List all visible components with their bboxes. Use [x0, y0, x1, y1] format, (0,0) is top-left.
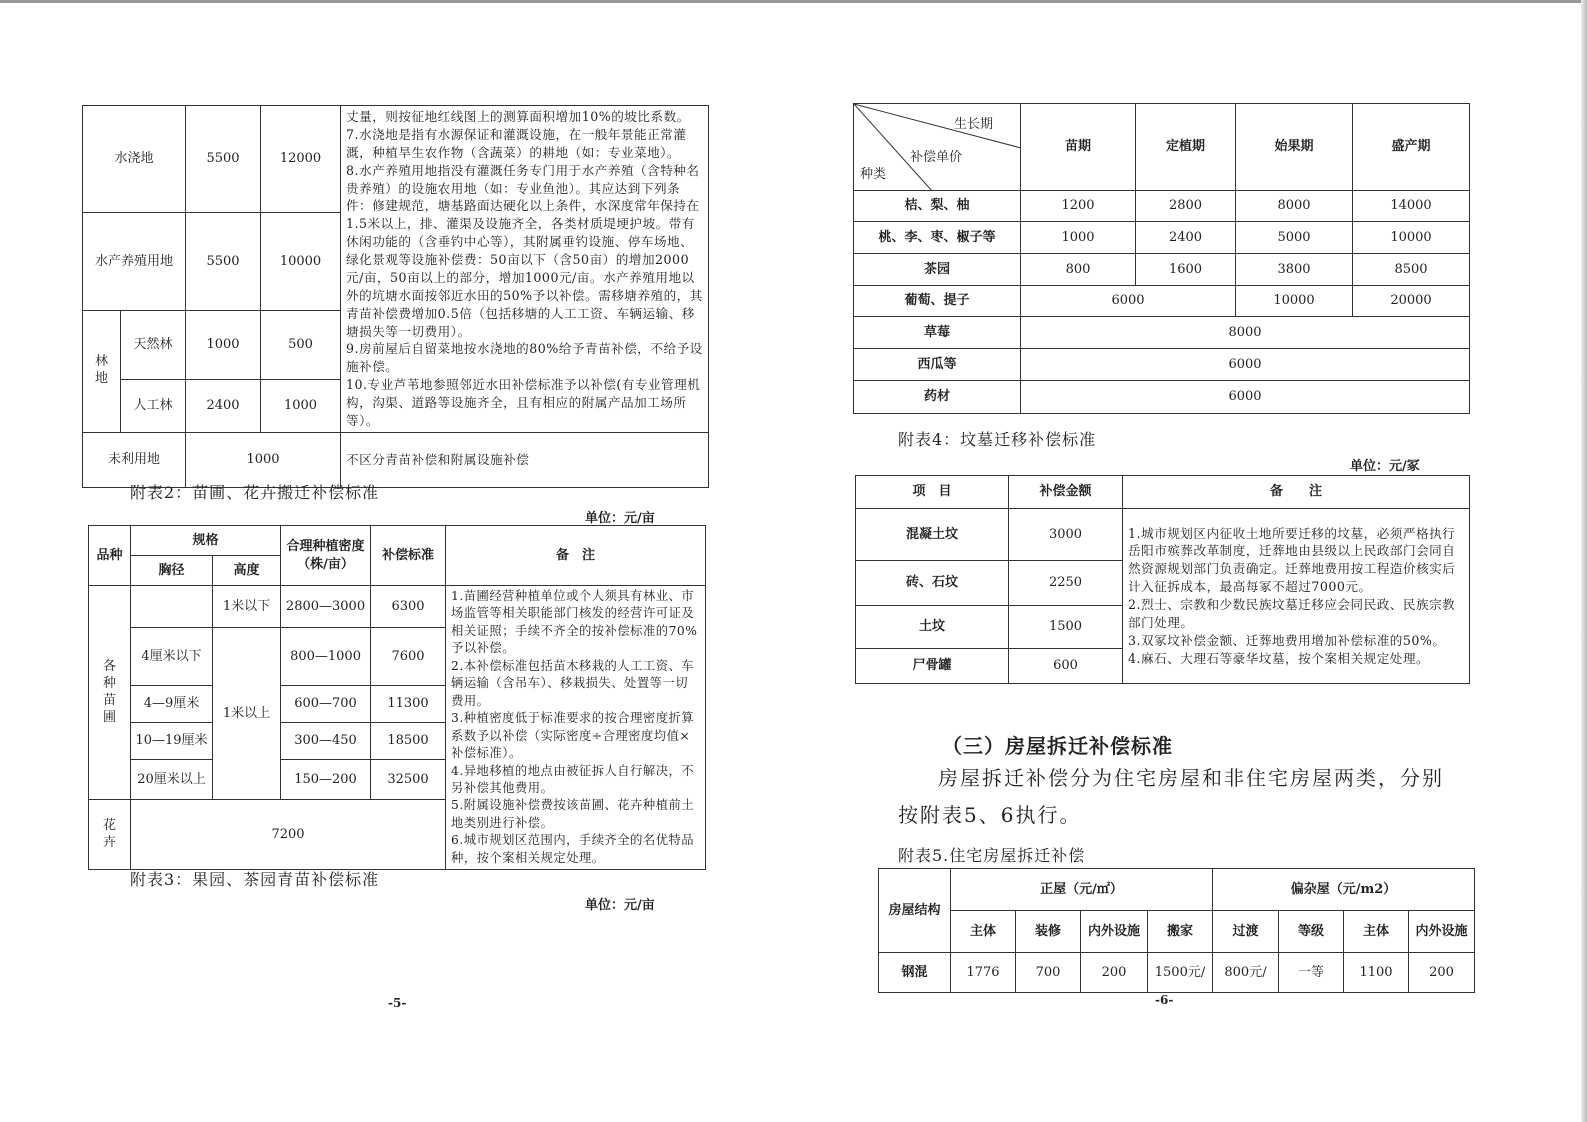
header: 胸径 [131, 556, 213, 586]
header: 过渡 [1213, 911, 1279, 953]
cell: 12000 [261, 106, 341, 213]
cell: 10000 [1236, 286, 1353, 317]
section-heading: （三）房屋拆迁补偿标准 [942, 734, 1173, 758]
cell: 1000 [186, 311, 261, 380]
group-label: 各种苗圃 [103, 658, 117, 725]
cell: 600—700 [281, 686, 371, 723]
cell: 1600 [1136, 254, 1236, 286]
notes: 1.城市规划区内征收土地所要迁移的坟墓，必须严格执行岳阳市殡葬改革制度，迁葬地由县级以上民政部门会同自然资源规划部门负责确定。迁葬地费用按工程造价核实后计入征拆成本，最高每冢不超过7000元。 2.烈士、宗教和少数民族坟墓迁移应会同民政、民族宗教部门处理。 3.双冢坟补偿金额、迁葬地费用增加补偿标准的50%。 4.麻石、大理石等豪华坟墓，按个案相关规定处理。 [1123, 509, 1470, 684]
unit-label: 单位：元/亩 [585, 898, 655, 913]
cell: 5500 [186, 106, 261, 213]
header: 规格 [131, 526, 281, 556]
cell: 20厘米以上 [131, 760, 213, 800]
cell: 3000 [1009, 509, 1123, 561]
row-label: 桔、梨、柚 [854, 191, 1021, 222]
cell: 5500 [186, 213, 261, 311]
cell: 200 [1081, 953, 1148, 993]
cell: 1500元/ [1148, 953, 1213, 993]
cell: 2800 [1136, 191, 1236, 222]
header: 补偿标准 [371, 526, 446, 586]
cell [131, 586, 213, 628]
cell: 150—200 [281, 760, 371, 800]
header: 苗期 [1021, 104, 1136, 191]
row-label: 茶园 [854, 254, 1021, 286]
header: 盛产期 [1353, 104, 1470, 191]
row-label: 水产养殖用地 [83, 213, 186, 311]
header: 内外设施 [1409, 911, 1475, 953]
cell: 8000 [1236, 191, 1353, 222]
cell: 1000 [1021, 222, 1136, 254]
row-label: 砖、石坟 [856, 561, 1009, 606]
scan-edge-right [1581, 0, 1587, 1122]
cell: 800 [1021, 254, 1136, 286]
cell: 1000 [186, 432, 341, 487]
unit-label: 单位：元/亩 [585, 511, 655, 526]
unit-label: 单位：元/冢 [1350, 459, 1420, 474]
diag-mid: 补偿单价 [910, 150, 963, 165]
diag-top: 生长期 [954, 117, 994, 132]
cell: 6000 [1021, 381, 1470, 414]
cell: 1500 [1009, 606, 1123, 649]
cell: 11300 [371, 686, 446, 723]
row-label: 钢混 [879, 953, 951, 993]
cell: 8000 [1021, 317, 1470, 349]
cell: 1776 [951, 953, 1016, 993]
row-label: 花卉 [103, 817, 117, 850]
row-label: 桃、李、枣、椒子等 [854, 222, 1021, 254]
header: 装修 [1016, 911, 1081, 953]
cell: 200 [1409, 953, 1475, 993]
cell: 10000 [261, 213, 341, 311]
cell: 1000 [261, 379, 341, 432]
row-label: 未利用地 [83, 432, 186, 487]
cell: 2250 [1009, 561, 1123, 606]
cell: 10000 [1353, 222, 1470, 254]
cell: 14000 [1353, 191, 1470, 222]
cell: 5000 [1236, 222, 1353, 254]
table-caption: 附表2：苗圃、花卉搬迁补偿标准 [130, 483, 380, 502]
cell: 700 [1016, 953, 1081, 993]
cell: 1200 [1021, 191, 1136, 222]
notes: 1.苗圃经营种植单位或个人须具有林业、市场监管等相关职能部门核发的经营许可证及相关证照；手续不齐全的按补偿标准的70%予以补偿。 2.本补偿标准包括苗木移栽的人工工资、车辆运输（含吊车）、移栽损失、处置等一切费用。 3.种植密度低于标准要求的按合理密度折算系数予以补偿（实际密度÷合理密度均值×补偿标准）。 4.异地移植的地点由被征拆人自行解决，不另补偿其他费用。 5.附属设施补偿费按该苗圃、花卉种植前土地类别进行补偿。 6.城市规划区范围内，手续齐全的名优特品种，按个案相关规定处理。 [446, 586, 706, 870]
cell: 6300 [371, 586, 446, 628]
header: 备 注 [1123, 476, 1470, 509]
header: 始果期 [1236, 104, 1353, 191]
header: 备 注 [446, 526, 706, 586]
cell: 18500 [371, 723, 446, 760]
cell: 2400 [1136, 222, 1236, 254]
row-label: 混凝土坟 [856, 509, 1009, 561]
table-caption: 附表4：坟墓迁移补偿标准 [898, 430, 1097, 449]
cell: 6000 [1021, 286, 1236, 317]
row-label: 水浇地 [83, 106, 186, 213]
cell: 32500 [371, 760, 446, 800]
cell: 20000 [1353, 286, 1470, 317]
notes: 不区分青苗补偿和附属设施补偿 [341, 432, 709, 487]
header: 项 目 [856, 476, 1009, 509]
header: 补偿金额 [1009, 476, 1123, 509]
row-label: 西瓜等 [854, 349, 1021, 381]
header: 等级 [1279, 911, 1344, 953]
header: 定植期 [1136, 104, 1236, 191]
row-label: 葡萄、提子 [854, 286, 1021, 317]
header: 高度 [213, 556, 281, 586]
table-caption: 附表5.住宅房屋拆迁补偿 [898, 846, 1086, 865]
cell: 6000 [1021, 349, 1470, 381]
header: 主体 [1344, 911, 1409, 953]
cell: 一等 [1279, 953, 1344, 993]
cell: 500 [261, 311, 341, 380]
cell: 7200 [131, 800, 446, 870]
row-label: 人工林 [121, 379, 186, 432]
header: 正屋（元/㎡） [951, 869, 1213, 911]
row-label: 草莓 [854, 317, 1021, 349]
row-label: 土坟 [856, 606, 1009, 649]
cell: 4厘米以下 [131, 628, 213, 686]
cell: 4—9厘米 [131, 686, 213, 723]
table-caption: 附表3：果园、茶园青苗补偿标准 [130, 870, 380, 889]
page-number: -6- [1155, 993, 1174, 1007]
row-label: 天然林 [121, 311, 186, 380]
cell: 2400 [186, 379, 261, 432]
cell: 7600 [371, 628, 446, 686]
cell: 1米以上 [213, 628, 281, 800]
header: 房屋结构 [879, 869, 951, 953]
cell: 1米以下 [213, 586, 281, 628]
cell: 10—19厘米 [131, 723, 213, 760]
cell: 3800 [1236, 254, 1353, 286]
grave-table [855, 475, 1470, 684]
land-compensation-table [82, 105, 709, 488]
cell: 2800—3000 [281, 586, 371, 628]
section-paragraph: 房屋拆迁补偿分为住宅房屋和非住宅房屋两类，分别按附表5、6执行。 [898, 766, 1444, 827]
cell: 600 [1009, 649, 1123, 684]
cell: 800—1000 [281, 628, 371, 686]
cell: 1100 [1344, 953, 1409, 993]
page-number: -5- [388, 996, 407, 1010]
cell: 800元/ [1213, 953, 1279, 993]
header: 主体 [951, 911, 1016, 953]
header: 内外设施 [1081, 911, 1148, 953]
row-label: 药材 [854, 381, 1021, 414]
diag-bottom: 种类 [860, 167, 887, 182]
header: 品种 [89, 526, 131, 586]
notes: 丈量，则按征地红线图上的测算面积增加10%的坡比系数。 7.水浇地是指有水源保证和灌溉设施，在一般年景能正常灌溉，种植旱生农作物（含蔬菜）的耕地（如：专业菜地）。 8.水产养殖用地指没有灌溉任务专门用于水产养殖（含特种名贵养殖）的设施农用地（如：专业鱼池）。其应达到下列条件：修建规范，塘基路面达硬化以上条件，水深度常年保持在1.5米以上，排、灌渠及设施齐全，各类材质堤埂护坡。带有休闲功能的（含垂钓中心等），其附属垂钓设施、停车场地、绿化景观等设施补偿费：50亩以下（含50亩）的增加2000元/亩，50亩以上的部分，增加1000元/亩。水产养殖用地以外的坑塘水面按邻近水田的50%予以补偿。需移塘养殖的，其青苗补偿费增加0.5倍（包括移塘的人工工资、车辆运输、移塘损失等一切费用）。 9.房前屋后自留菜地按水浇地的80%给予青苗补偿，不给予设施补偿。 10.专业芦苇地参照邻近水田补偿标准予以补偿(有专业管理机构，沟渠、道路等设施齐全，且有相应的附属产品加工场所等）。 [341, 106, 709, 433]
orchard-table [853, 103, 1470, 414]
nursery-table [88, 525, 706, 870]
cell: 300—450 [281, 723, 371, 760]
header: 合理种植密度（株/亩） [281, 526, 371, 586]
group-label: 林地 [95, 354, 109, 387]
scan-edge [0, 0, 1587, 3]
diagonal-header [854, 104, 1020, 190]
row-label: 尸骨罐 [856, 649, 1009, 684]
header: 偏杂屋（元/m2） [1213, 869, 1475, 911]
header: 搬家 [1148, 911, 1213, 953]
cell: 8500 [1353, 254, 1470, 286]
housing-table [878, 868, 1475, 993]
